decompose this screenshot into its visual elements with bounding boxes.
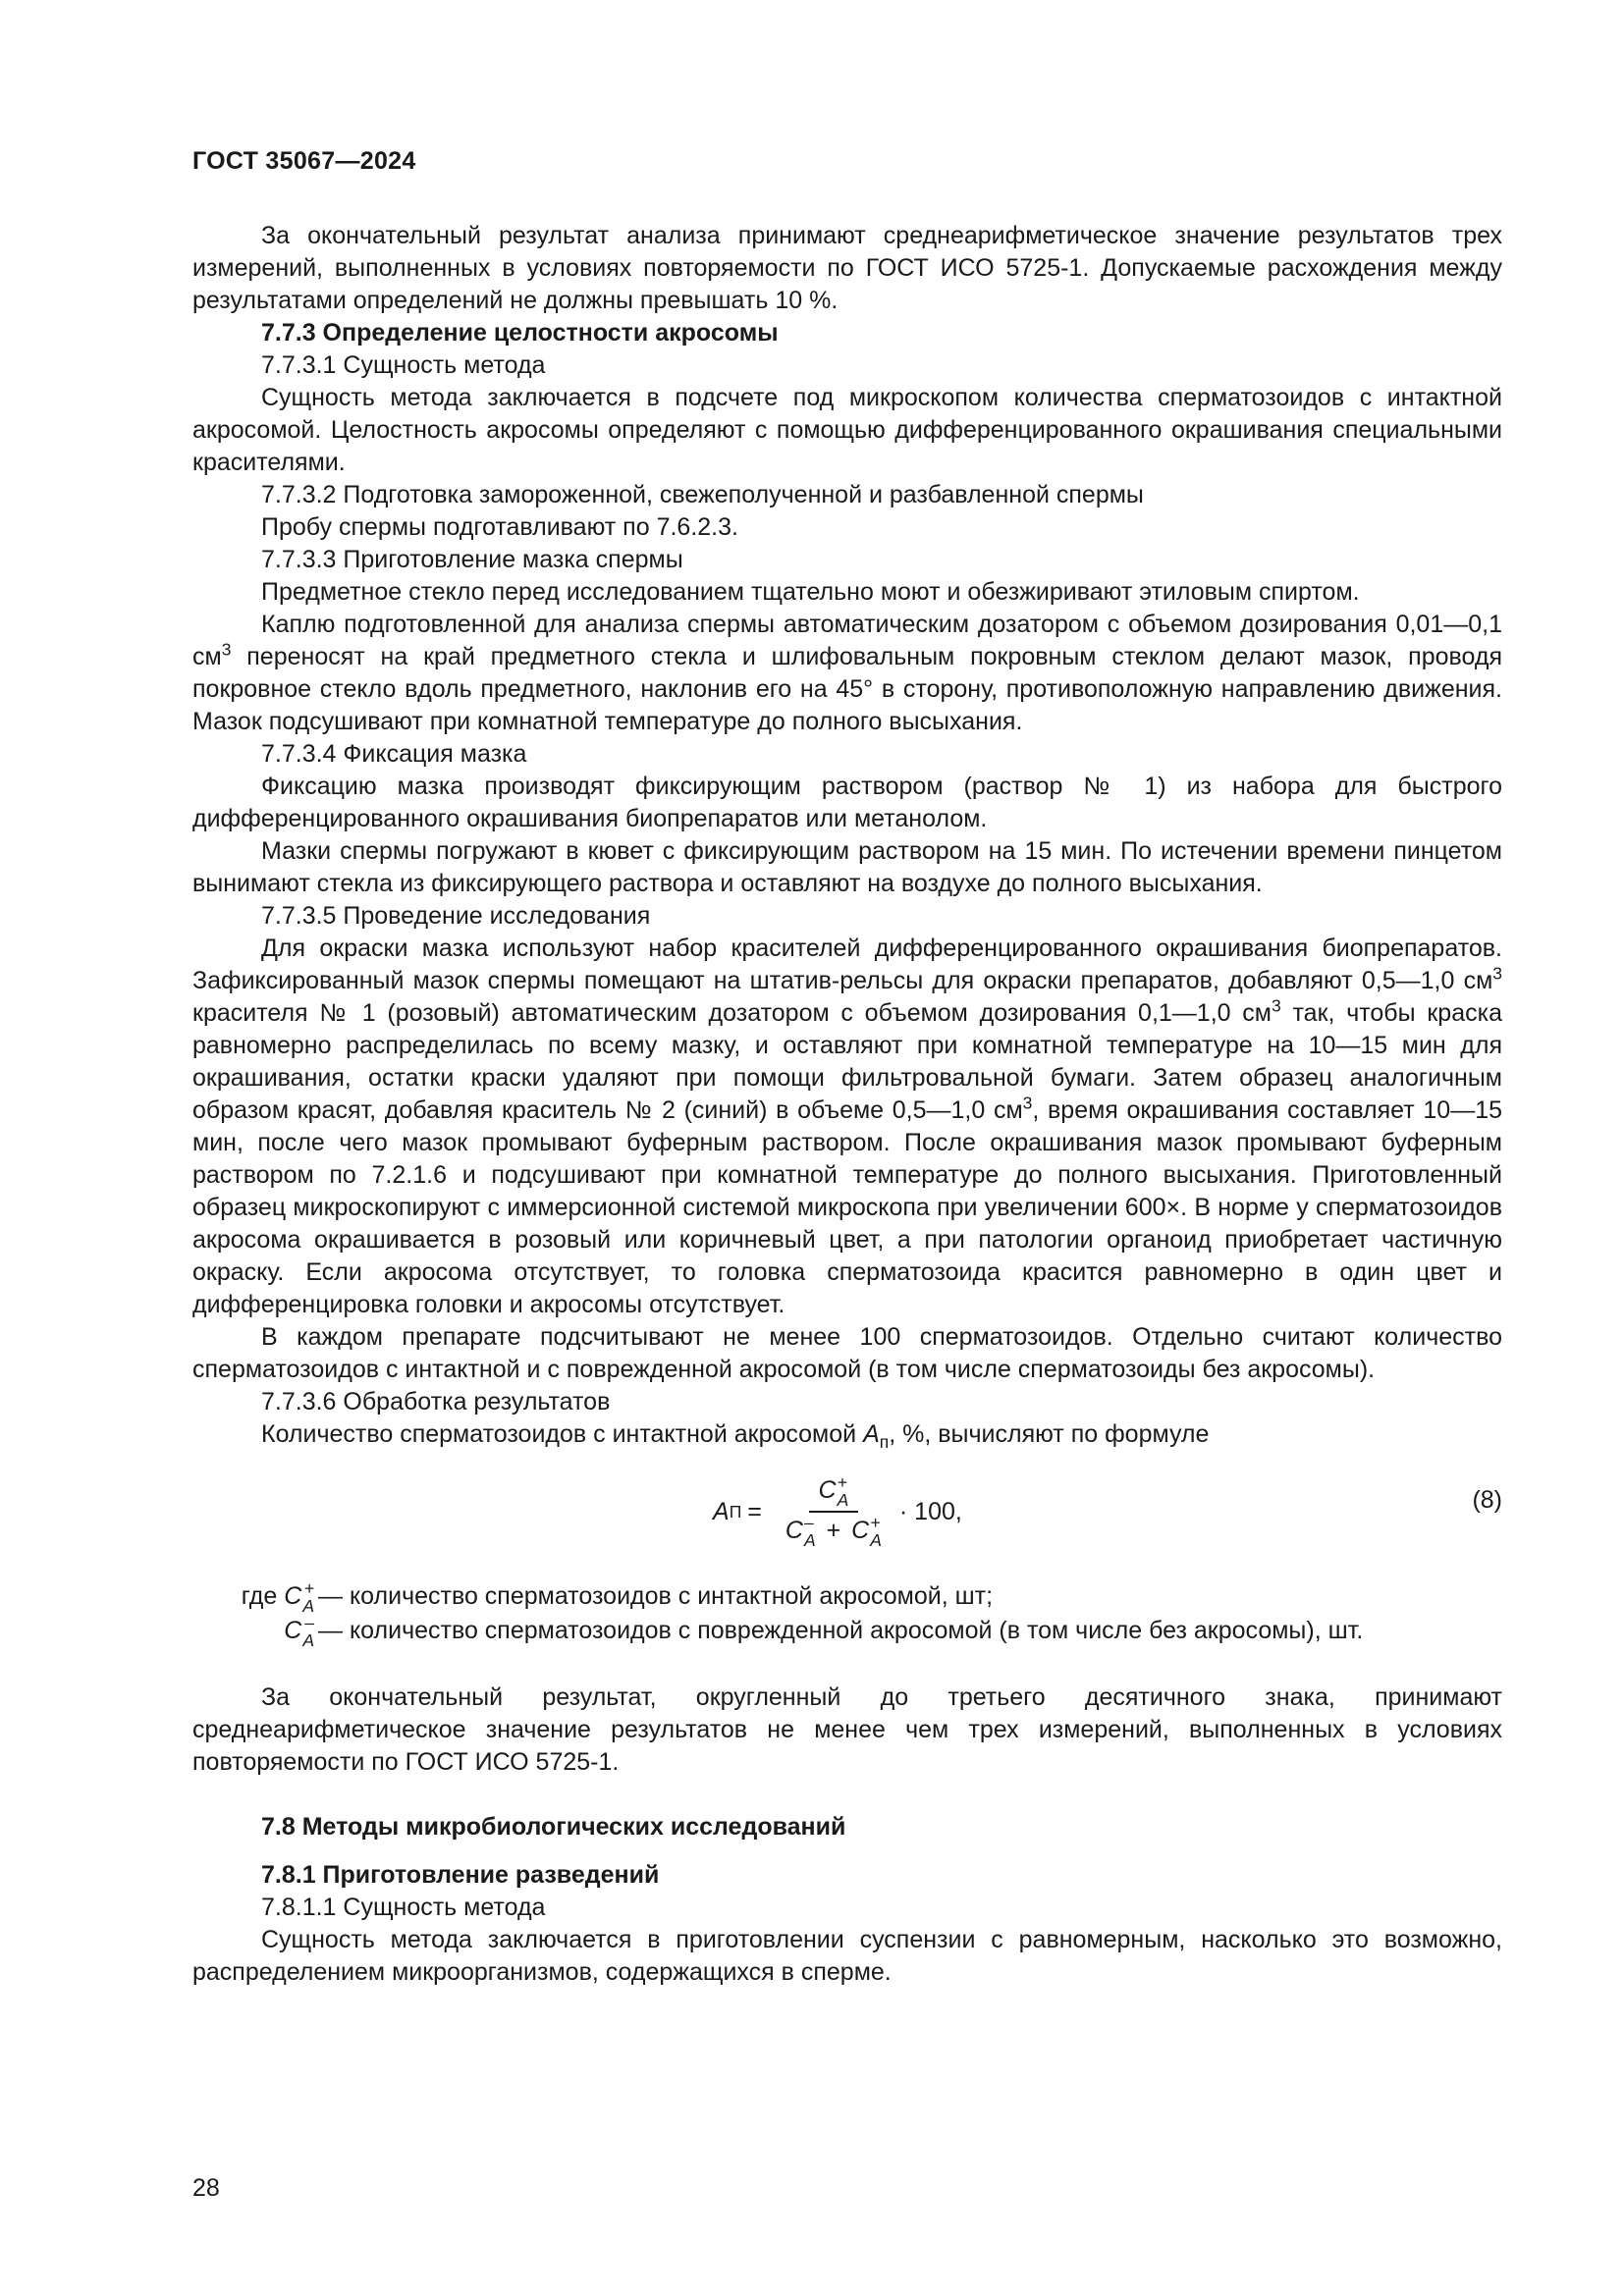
section-heading-7-8-1: 7.8.1 Приготовление разведений	[261, 1861, 660, 1889]
sub-a: A	[302, 1629, 314, 1650]
text-run: Каплю подготовленной для анализа спермы автоматическим дозатором с объемом дозирования 0,01—0,1 см	[192, 611, 1502, 670]
subsection-heading-7-7-3-6: 7.7.3.6 Обработка результатов	[261, 1388, 611, 1415]
unit-superscript: 3	[1022, 1093, 1033, 1113]
c-indices	[302, 1580, 314, 1615]
paragraph: В каждом препарате подсчитывают не менее 100 сперматозоидов. Отдельно считают количество сперматозоидов с интактной и с поврежденной акросомой (в том числе сперматозоиды без акросомы).	[192, 1323, 1502, 1383]
subsection-heading-7-7-3-3: 7.7.3.3 Приготовление мазка спермы	[261, 546, 683, 573]
plus-sign: +	[826, 1517, 841, 1545]
sup-plus: +	[837, 1472, 847, 1492]
sup-plus: +	[870, 1513, 881, 1532]
paragraph: Фиксацию мазка производят фиксирующим раствором (раствор № 1) из набора для быстрого дифференцированного окрашивания биопрепаратов или метанолом.	[192, 773, 1502, 832]
paragraph: Предметное стекло перед исследованием тщательно моют и обезжиривают этиловым спиртом.	[261, 578, 1360, 606]
paragraph: Сущность метода заключается в приготовлении суспензии с равномерным, насколько это возможно, распределением микроорганизмов, содержащихся в сперме.	[192, 1926, 1502, 1986]
c-var: C	[284, 1617, 302, 1645]
text-run: красителя № 1 (розовый) автоматическим дозатором с объемом дозирования 0,1—1,0 см	[192, 999, 1272, 1027]
unit-superscript: 3	[221, 639, 232, 660]
document-id-header: ГОСТ 35067—2024	[192, 147, 416, 175]
document-body	[192, 220, 1502, 1989]
sub-a: A	[803, 1529, 816, 1550]
text-run: Для окраски мазка используют набор красителей дифференцированного окрашивания биопрепаратов. Зафиксированный мазок спермы помещают на штатив-рельсы для окраски препаратов, добавляют 0,5—1,0 см	[192, 934, 1502, 994]
c-indices	[804, 1515, 816, 1549]
text-run: , время окрашивания составляет 10—15 мин, после чего мазок промывают буферным раствором. После окрашивания мазок промывают буферным раствором по 7.2.1.6 и подсушивают при комнатной температуре до полного высыхания. Приготовленный образец микроскопируют с иммерсионной системой микроскопа при увеличении 600×. В норме у сперматозоидов акросома окрашивается в розовый или коричневый цвет, а при патологии органоид приобретает частичную окраску. Если акросома отсутствует, то головка сперматозоида красится равномерно в один цвет и дифференцировка головки и акросомы отсутствует.	[192, 1096, 1503, 1318]
text-run: так, чтобы краска равномерно распределилась по всему мазку, и оставляют при комнатной температуре на 10—15 мин для окрашивания, остатки краски удаляют при помощи фильтровальной бумаги. Затем образец аналогичным образом красят, добавляя краситель № 2 (синий) в объеме 0,5—1,0 см	[192, 999, 1502, 1124]
text-run: переносят на край предметного стекла и шлифовальным покровным стеклом делают мазок, проводя покровное стекло вдоль предметного, наклонив его на 45° в сторону, противоположную направлению движения. Мазок подсушивают при комнатной температуре до полного высыхания.	[192, 643, 1502, 735]
variable-subscript: п	[879, 1432, 890, 1452]
paragraph	[192, 1418, 1502, 1451]
paragraph: Сущность метода заключается в подсчете под микроскопом количества сперматозоидов с интактной акросомой. Целостность акросомы определяют с помощью дифференцированного окрашивания специальными красителями.	[192, 384, 1502, 476]
equation-number: (8)	[1472, 1486, 1502, 1514]
legend-prefix: где	[241, 1582, 278, 1611]
variable-a: A	[863, 1420, 880, 1448]
subsection-heading-7-7-3-5: 7.7.3.5 Проведение исследования	[261, 902, 651, 930]
legend-row	[192, 1580, 1502, 1615]
paragraph	[192, 933, 1502, 1321]
formula-numerator	[809, 1474, 859, 1513]
sup-minus: –	[803, 1513, 814, 1532]
legend-text: — количество сперматозоидов с поврежденной акросомой (в том числе без акросомы), шт.	[318, 1617, 1364, 1644]
c-var: C	[818, 1476, 837, 1505]
sup-plus: +	[303, 1578, 314, 1598]
subsection-heading-7-7-3-4: 7.7.3.4 Фиксация мазка	[261, 740, 527, 768]
c-indices	[302, 1615, 314, 1649]
c-indices	[870, 1515, 882, 1549]
paragraph: Пробу спермы подготавливают по 7.6.2.3.	[261, 513, 738, 541]
legend-row	[192, 1615, 1502, 1649]
formula-multiplier: · 100,	[898, 1497, 962, 1525]
c-var: C	[785, 1517, 803, 1545]
text-run: , %, вычисляют по формуле	[889, 1420, 1210, 1448]
section-heading-7-8: 7.8 Методы микробиологических исследований	[261, 1813, 846, 1841]
formula-lhs-var: A	[713, 1497, 730, 1525]
legend-label	[192, 1580, 318, 1615]
sub-a: A	[302, 1595, 314, 1616]
formula-legend	[192, 1580, 1502, 1649]
paragraph: За окончательный результат анализа принимают среднеарифметическое значение результатов трех измерений, выполненных в условиях повторяемости по ГОСТ ИСО 5725-1. Допускаемые расхождения между результатами определений не должны превышать 10 %.	[192, 222, 1502, 314]
formula-fraction	[776, 1474, 892, 1549]
subsection-heading-7-7-3-1: 7.7.3.1 Сущность метода	[261, 351, 546, 379]
subsection-heading-7-8-1-1: 7.8.1.1 Сущность метода	[261, 1894, 546, 1921]
unit-superscript: 3	[1272, 995, 1281, 1016]
legend-text: — количество сперматозоидов с интактной акросомой, шт;	[318, 1582, 994, 1610]
formula-8: A П = C + A C – A + C + A · 100,	[713, 1472, 962, 1550]
subsection-heading-7-7-3-2: 7.7.3.2 Подготовка замороженной, свежеполученной и разбавленной спермы	[261, 481, 1144, 508]
formula-block	[192, 1463, 1502, 1561]
section-heading-7-7-3: 7.7.3 Определение целостности акросомы	[261, 319, 779, 347]
formula-equals: =	[747, 1497, 762, 1525]
sub-a: A	[837, 1489, 849, 1510]
c-var: C	[284, 1582, 302, 1611]
text-run: Количество сперматозоидов с интактной акросомой	[261, 1420, 864, 1448]
formula-denominator	[776, 1513, 892, 1549]
c-var: C	[851, 1517, 870, 1545]
c-indices	[838, 1474, 849, 1509]
unit-superscript: 3	[1492, 963, 1502, 984]
sup-minus: –	[304, 1613, 314, 1632]
legend-label	[192, 1615, 318, 1649]
sub-a: A	[870, 1529, 882, 1550]
paragraph: За окончательный результат, округленный до третьего десятичного знака, принимают среднеарифметическое значение результатов не менее чем трех измерений, выполненных в условиях повторяемости по ГОСТ ИСО 5725-1.	[192, 1683, 1502, 1776]
page-number: 28	[192, 2174, 220, 2202]
paragraph: Мазки спермы погружают в кювет с фиксирующим раствором на 15 мин. По истечении времени пинцетом вынимают стекла из фиксирующего раствора и оставляют на воздухе до полного высыхания.	[192, 837, 1502, 897]
paragraph	[192, 609, 1502, 738]
